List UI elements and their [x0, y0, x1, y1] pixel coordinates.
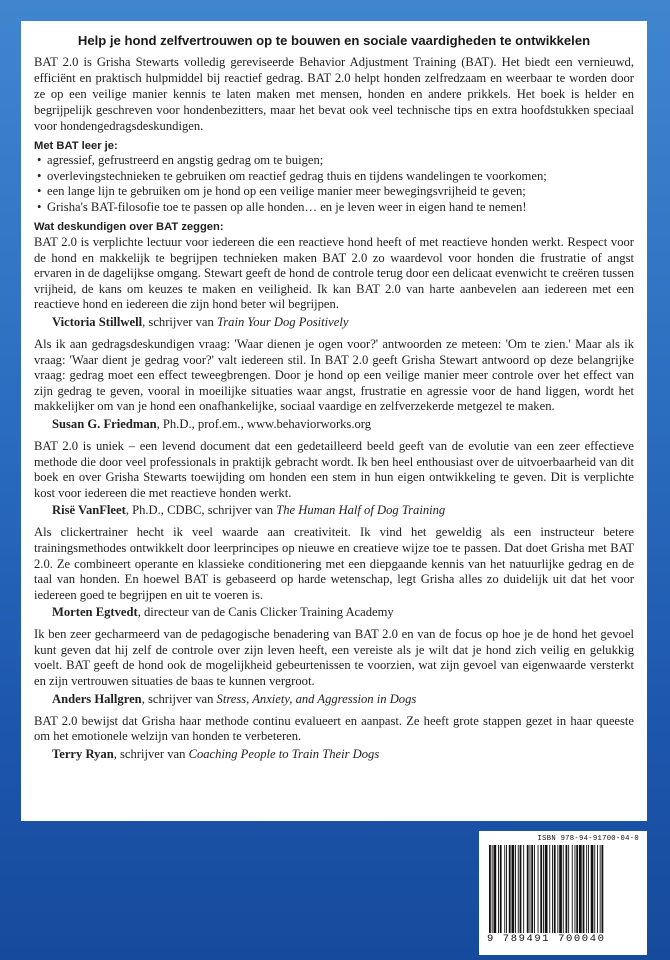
list-item: • Grisha's BAT-filosofie toe te passen op alle honden… en je leven weer in eigen hand te nemen! [37, 199, 527, 214]
endorsement-quote: Ik ben zeer gecharmeerd van de pedagogische benadering van BAT 2.0 en van de focus op hoe je de hond het gevoel kunt geven dat hij zelf de controle over zijn leven heeft, een vereiste als je wilt dat je hond zich veilig en gelukkig voelt. BAT geeft de hond ook de mogelijkheid gebeurtenissen te voorzien, wat zijn gevoel van eigenwaarde versterkt en zijn vertrouwen situaties de baas te kunnen vergroot. [34, 627, 634, 689]
barcode-bar [515, 845, 516, 933]
barcode-bar [591, 845, 594, 933]
barcode-bar [600, 845, 601, 933]
endorser-name: Terry Ryan [52, 746, 114, 761]
barcode-bar [552, 845, 553, 933]
endorser-name: Risë VanFleet [52, 503, 126, 518]
endorser-name: Victoria Stillwell [52, 314, 143, 329]
barcode-bar [563, 845, 564, 933]
endorsement-quote: BAT 2.0 is verplichte lectuur voor iedereen die een reactieve hond heeft of met reactieve honden werkt. Respect voor de hond en makkelijk te begrijpen technieken maken BAT 2.0 zo waardevol voor honden die frustratie of angst ervaren in de dagelijkse omgang. Stewart geeft de hond de controle terug door een delicaat evenwicht te creëren tussen vrijheid, de kans om keuzes te maken en veiligheid. Ik kan BAT 2.0 van harte aanbevelen aan iedereen met een reactieve hond en iedereen die zijn hond beter wil begrijpen. [34, 235, 634, 312]
endorser-work: Coaching People to Train Their Dogs [188, 746, 380, 761]
barcode-icon [487, 845, 639, 933]
barcode-bar [575, 845, 576, 933]
barcode-bar [520, 845, 522, 933]
barcode-bar [531, 845, 533, 933]
barcode-bar [523, 845, 524, 933]
barcode-bar [568, 845, 569, 933]
barcode-bar [545, 845, 548, 933]
list-item: • overlevingstechnieken te gebruiken om reactief gedrag thuis en tijdens wandelingen te voorkomen; [37, 168, 547, 183]
list-item: • een lange lijn te gebruiken om je hond op een veilige manier meer bewegingsvrijheid te geven; [37, 184, 526, 198]
barcode-bar [549, 845, 550, 933]
barcode-bar [579, 845, 582, 933]
endorsement-attribution: Victoria Stillwell, schrijver van Train Your Dog Positively [52, 314, 349, 329]
endorsement-attribution: Risë VanFleet, Ph.D., CDBC, schrijver van The Human Half of Dog Training [52, 503, 446, 518]
barcode-bar [559, 845, 562, 933]
barcode-bar [583, 845, 585, 933]
barcode-bar [527, 845, 529, 933]
endorsement-attribution: Morten Egtvedt, directeur van de Canis Clicker Training Academy [52, 605, 394, 620]
barcode-bar [492, 845, 493, 933]
intro-paragraph: BAT 2.0 is Grisha Stewarts volledig gereviseerde Behavior Adjustment Training (BAT). Het biedt een vernieuwd, efficiënt en praktisch hulpmiddel bij reactief gedrag. BAT 2.0 helpt honden zelfredzaam en weerbaar te worden door ze op een veilige manier kennis te laten maken met mensen, honden en andere prikkels. Het boek is helder en begrijpelijk geschreven voor hondenbezitters, maar het bevat ook veel technische tips en extra hoofdstukken speciaal voor hondengedragsdeskundigen. [34, 55, 634, 133]
isbn-label: ISBN 978-94-91700-04-0 [537, 835, 639, 843]
endorsement-quote: BAT 2.0 bewijst dat Grisha haar methode continu evalueert en aanpast. Ze heeft grote stappen gezet in haar queeste om het emotionele welzijn van honden te verbeteren. [34, 713, 634, 744]
barcode-bar [530, 845, 531, 933]
endorser-name: Anders Hallgren [52, 691, 142, 706]
endorsement-attribution: Terry Ryan, schrijver van Coaching People to Train Their Dogs [52, 746, 380, 761]
learn-list [34, 153, 634, 215]
barcode-bar [498, 845, 499, 933]
back-cover-text-panel [21, 21, 647, 821]
endorser-work: Stress, Anxiety, and Aggression in Dogs [216, 691, 417, 706]
barcode-bar [543, 845, 544, 933]
barcode-bar [538, 845, 539, 933]
endorser-work: Train Your Dog Positively [216, 314, 349, 329]
barcode-bar [554, 845, 556, 933]
endorsement-attribution: Susan G. Friedman, Ph.D., prof.em., www.behaviorworks.org [52, 416, 372, 431]
headline: Help je hond zelfvertrouwen op te bouwen en sociale vaardigheden te ontwikkelen [77, 33, 591, 48]
barcode-bar [597, 845, 598, 933]
barcode-bar [504, 845, 505, 933]
endorsement-attribution: Anders Hallgren, schrijver van Stress, Anxiety, and Aggression in Dogs [52, 691, 417, 706]
barcode-bar [500, 845, 502, 933]
barcode-bar [566, 845, 568, 933]
ean-digits: 9 789491 700040 [487, 933, 606, 945]
barcode-bar [518, 845, 519, 933]
barcode-bar [594, 845, 595, 933]
barcode-bar [494, 845, 497, 933]
barcode-bar [509, 845, 511, 933]
barcode-bar [540, 845, 542, 933]
barcode-bar [572, 845, 573, 933]
barcode-bar [534, 845, 535, 933]
endorsement-quote: Als ik aan gedragsdeskundigen vraag: 'Waar dienen je ogen voor?' antwoorden ze meteen: 'Om te zien.' Maar als ik vraag: 'Waar dient je gedrag voor?' valt iedereen stil. In BAT 2.0 geeft Grisha Stewart antwoord op deze belangrijke vraag: gedrag moet een effect teweegbrengen. Door je hond op een veilige manier meer controle over het effect van zijn gedrag te geven, vooral in moeilijke situaties waar angst, frustratie en agressie voor de hand liggen, wordt het makkelijker om van je hond een onafhankelijke, sociaal vaardige en zelfverzekerde metgezel te maken. [34, 336, 634, 414]
learn-section-title: Met BAT leer je: [34, 140, 118, 152]
endorser-name: Morten Egtvedt [52, 605, 138, 620]
endorser-work: The Human Half of Dog Training [276, 503, 446, 518]
endorsement-quote: BAT 2.0 is uniek – een levend document dat een gedetailleerd beeld geeft van de evolutie van een zeer effectieve methode die door veel professionals in praktijk gebracht wordt. Ik ben heel enthousiast over de uitvoerbaarheid van dit boek en over Grisha Stewarts toewijding om honden een stem in hun eigen ontwikkeling te geven. Dit is verplichte kost voor iedereen die met reactieve honden werkt. [34, 438, 634, 500]
barcode-bar [576, 845, 578, 933]
barcode-bar [512, 845, 515, 933]
barcode-bar [602, 845, 604, 933]
list-item: • agressief, gefrustreerd en angstig gedrag om te buigen; [37, 153, 324, 167]
barcode-bar [557, 845, 558, 933]
endorsement-quote: Als clickertrainer hecht ik veel waarde aan creativiteit. Ik vind het geweldig als een instructeur betere trainingsmethodes ontwikkelt door leerprincipes op nieuwe en creatieve wijze toe te passen. Dat doet Grisha met BAT 2.0. Ze combineert operante en klassieke conditionering met een diepgaande kennis van het natuurlijke gedrag en de taal van honden. En hoewel BAT is gebaseerd op harde wetenschap, legt Grisha alles zo duidelijk uit dat het voor iedereen goed te begrijpen en uit te voeren is. [34, 525, 634, 602]
isbn-barcode [479, 831, 647, 955]
barcode-bar [588, 845, 589, 933]
endorser-name: Susan G. Friedman [52, 416, 157, 431]
barcode-bar [489, 845, 491, 933]
barcode-bar [586, 845, 587, 933]
barcode-bar [506, 845, 507, 933]
experts-section-title: Wat deskundigen over BAT zeggen: [34, 221, 224, 233]
